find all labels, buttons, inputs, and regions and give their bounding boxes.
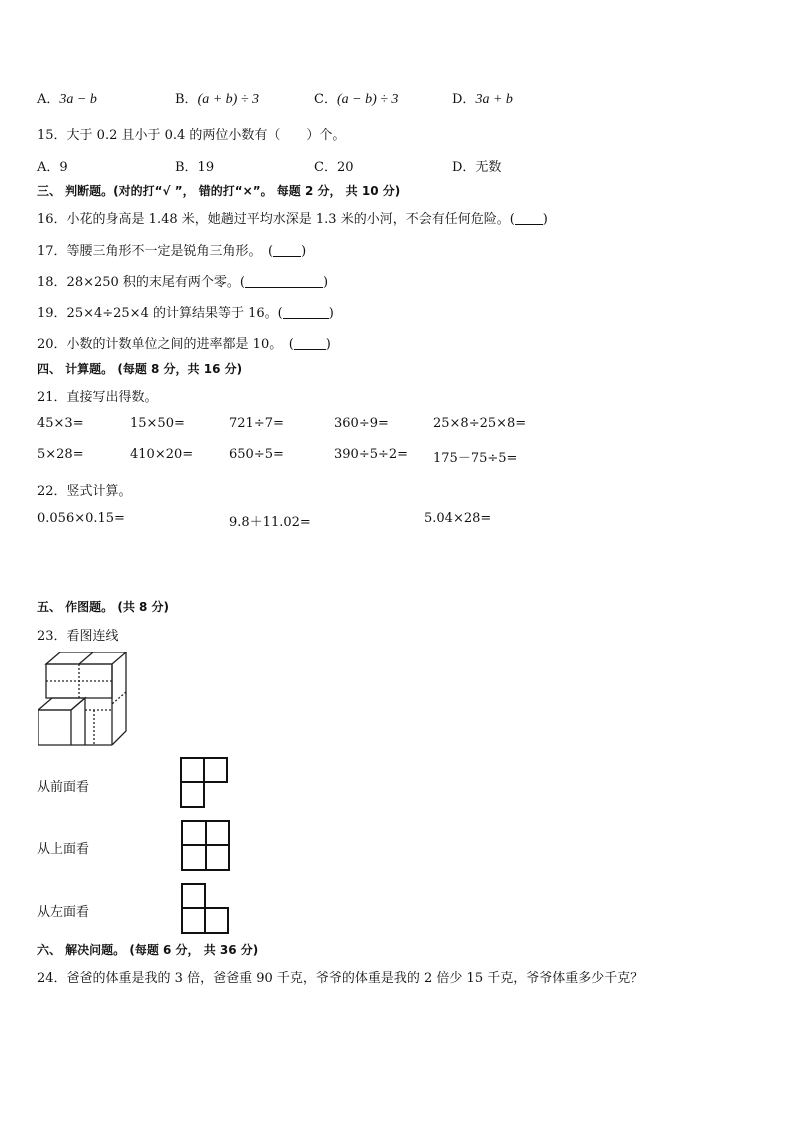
q21-stem: 21．直接写出得数。 — [37, 390, 158, 405]
view-label-top: 从上面看 — [37, 842, 90, 857]
paren-close: ) — [328, 306, 334, 321]
calc-item: 175－75÷5= — [433, 451, 518, 466]
option-expr: (a + b) ÷ 3 — [197, 92, 260, 107]
option-expr: (a − b) ÷ 3 — [336, 92, 399, 107]
q15-stem: 15．大于 0.2 且小于 0.4 的两位小数有（ ）个。 — [37, 128, 346, 143]
view-cell — [181, 844, 207, 871]
answer-blank[interactable] — [283, 306, 329, 319]
paren-close: ) — [301, 244, 307, 259]
q22-stem: 22．竖式计算。 — [37, 484, 132, 499]
cube-stack-figure — [38, 652, 132, 748]
q14-option-c — [314, 88, 398, 108]
q15-option-c: C．20 — [314, 160, 354, 175]
view-cell — [181, 907, 206, 934]
vertical-calc-item: 0.056×0.15= — [37, 511, 125, 526]
view-cell — [203, 757, 228, 783]
q14-option-b — [175, 88, 259, 108]
option-letter: D． — [452, 92, 476, 107]
q18 — [37, 271, 328, 290]
calc-item: 45×3= — [37, 416, 84, 431]
view-label-left: 从左面看 — [37, 905, 90, 920]
view-cell — [204, 907, 229, 934]
calc-item: 650÷5= — [229, 447, 284, 462]
paren-close: ) — [325, 337, 331, 352]
option-expr: 3a − b — [59, 92, 97, 107]
calc-item: 15×50= — [130, 416, 185, 431]
q15-option-d: D．无数 — [452, 160, 502, 175]
q18-text: 18．28×250 积的末尾有两个零。( — [37, 275, 245, 290]
option-letter: C． — [314, 92, 337, 107]
answer-blank[interactable] — [273, 244, 301, 257]
q24-text: 24．爸爸的体重是我的 3 倍，爸爸重 90 千克，爷爷的体重是我的 2 倍少 15 千克，爷爷体重多少千克？ — [37, 971, 644, 986]
q20 — [37, 333, 331, 352]
q14-option-a — [37, 88, 97, 108]
view-cell — [205, 820, 230, 846]
q20-text: 20．小数的计数单位之间的进率都是 10。 ( — [37, 337, 294, 352]
view-cell — [205, 844, 230, 871]
option-letter: A． — [37, 92, 60, 107]
view-cell — [181, 820, 207, 846]
q14-option-d — [452, 88, 513, 108]
section-6-title: 六、 解决问题。 (每题 6 分， 共 36 分) — [37, 943, 259, 957]
option-letter: B． — [175, 92, 198, 107]
vertical-calc-item: 5.04×28= — [424, 511, 492, 526]
calc-item: 25×8÷25×8= — [433, 416, 527, 431]
q23-stem: 23．看图连线 — [37, 629, 119, 644]
view-cell — [180, 757, 205, 783]
calc-item: 410×20= — [130, 447, 194, 462]
option-expr: 3a + b — [475, 92, 513, 107]
calc-item: 721÷7= — [229, 416, 284, 431]
paren-close: ) — [542, 212, 548, 227]
view-cell — [181, 883, 206, 909]
q19-text: 19．25×4÷25×4 的计算结果等于 16。( — [37, 306, 283, 321]
q17-text: 17．等腰三角形不一定是锐角三角形。 ( — [37, 244, 274, 259]
view-cell — [180, 781, 205, 808]
section-5-title: 五、 作图题。 (共 8 分) — [37, 600, 170, 614]
q16 — [37, 208, 548, 227]
section-4-title: 四、 计算题。 (每题 8 分，共 16 分) — [37, 362, 243, 376]
paren-close: ) — [323, 275, 329, 290]
q17 — [37, 240, 306, 259]
answer-blank[interactable] — [294, 337, 326, 350]
q19 — [37, 302, 334, 321]
calc-item: 390÷5÷2= — [334, 447, 409, 462]
q15-option-a: A．9 — [37, 160, 68, 175]
q15-option-b: B．19 — [175, 160, 215, 175]
answer-blank[interactable] — [245, 275, 323, 288]
section-3-title: 三、 判断题。(对的打“√ ”， 错的打“×”。 每题 2 分， 共 10 分) — [37, 184, 401, 198]
vertical-calc-item: 9.8＋11.02= — [229, 515, 311, 530]
calc-item: 360÷9= — [334, 416, 389, 431]
calc-item: 5×28= — [37, 447, 84, 462]
q16-text: 16．小花的身高是 1.48 米，她趟过平均水深是 1.3 米的小河，不会有任何危险。( — [37, 212, 515, 227]
answer-blank[interactable] — [515, 212, 543, 225]
view-label-front: 从前面看 — [37, 780, 90, 795]
